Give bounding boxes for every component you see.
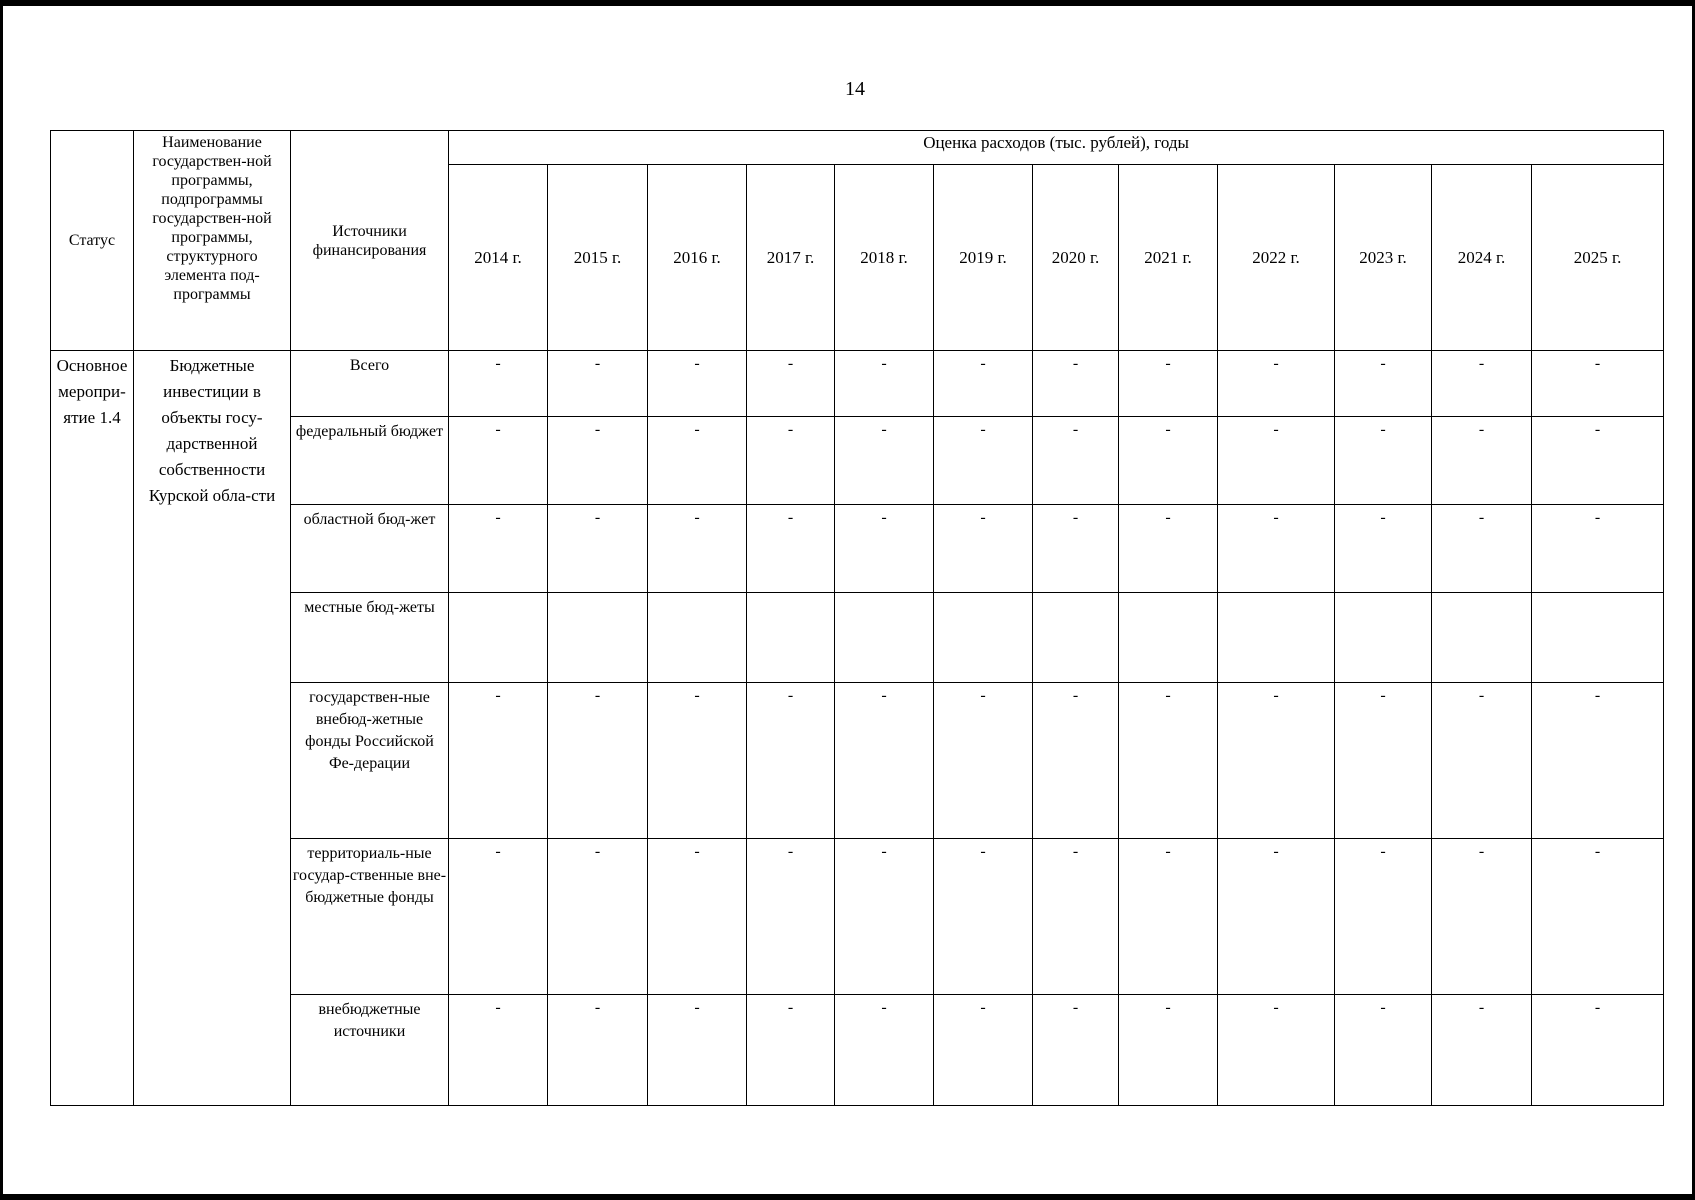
table-row: [51, 995, 1664, 1106]
value-cell: [548, 593, 648, 683]
value-cell: -: [449, 351, 548, 417]
value-cell: [1119, 593, 1218, 683]
value-cell: -: [548, 417, 648, 505]
value-cell: -: [1218, 683, 1335, 839]
value-cell: -: [1432, 683, 1532, 839]
value-cell: -: [1335, 839, 1432, 995]
value-cell: [648, 593, 747, 683]
header-year: 2015 г.: [548, 165, 648, 351]
value-cell: -: [1119, 839, 1218, 995]
value-cell: -: [934, 683, 1033, 839]
budget-table: [50, 130, 1664, 1106]
funding-source-cell: территориаль-ные государ-ственные вне-бюджетные фонды: [291, 839, 449, 995]
table-row: [51, 505, 1664, 593]
header-year: 2025 г.: [1532, 165, 1664, 351]
value-cell: -: [1119, 505, 1218, 593]
value-cell: -: [449, 839, 548, 995]
funding-source-cell: федеральный бюджет: [291, 417, 449, 505]
value-cell: -: [1033, 995, 1119, 1106]
value-cell: -: [934, 417, 1033, 505]
header-year: 2024 г.: [1432, 165, 1532, 351]
value-cell: -: [1432, 351, 1532, 417]
header-program-name: Наименование государствен-ной программы, подпрограммы государствен-ной программы, структурного элемента под-программы: [134, 131, 291, 351]
value-cell: -: [1119, 995, 1218, 1106]
value-cell: -: [648, 683, 747, 839]
value-cell: -: [835, 995, 934, 1106]
value-cell: -: [835, 839, 934, 995]
value-cell: -: [1532, 683, 1664, 839]
value-cell: -: [1119, 683, 1218, 839]
value-cell: [1532, 593, 1664, 683]
value-cell: -: [648, 351, 747, 417]
value-cell: -: [548, 351, 648, 417]
value-cell: -: [747, 683, 835, 839]
value-cell: -: [747, 839, 835, 995]
header-expense-estimate: Оценка расходов (тыс. рублей), годы: [449, 131, 1664, 165]
value-cell: -: [1033, 505, 1119, 593]
status-cell: Основное меропри-ятие 1.4: [51, 351, 134, 1106]
value-cell: -: [1218, 505, 1335, 593]
value-cell: -: [747, 417, 835, 505]
value-cell: -: [1532, 505, 1664, 593]
header-year: 2014 г.: [449, 165, 548, 351]
value-cell: -: [934, 995, 1033, 1106]
scan-border-bottom: [0, 1194, 1695, 1200]
table-row: [51, 417, 1664, 505]
value-cell: -: [1033, 683, 1119, 839]
value-cell: -: [1218, 417, 1335, 505]
value-cell: -: [548, 683, 648, 839]
value-cell: -: [1033, 351, 1119, 417]
page-number: 14: [845, 78, 865, 100]
value-cell: -: [747, 351, 835, 417]
value-cell: -: [1218, 995, 1335, 1106]
value-cell: -: [835, 351, 934, 417]
value-cell: -: [1532, 351, 1664, 417]
value-cell: -: [835, 683, 934, 839]
header-year: 2020 г.: [1033, 165, 1119, 351]
header-year: 2019 г.: [934, 165, 1033, 351]
value-cell: -: [1532, 417, 1664, 505]
value-cell: -: [648, 839, 747, 995]
table-body: [51, 351, 1664, 1106]
value-cell: [1033, 593, 1119, 683]
funding-source-cell: государствен-ные внебюд-жетные фонды Российской Фе-дерации: [291, 683, 449, 839]
value-cell: [835, 593, 934, 683]
header-status: Статус: [51, 131, 134, 351]
value-cell: -: [1432, 417, 1532, 505]
value-cell: -: [1532, 995, 1664, 1106]
value-cell: -: [1218, 351, 1335, 417]
header-year: 2021 г.: [1119, 165, 1218, 351]
value-cell: -: [1119, 351, 1218, 417]
value-cell: -: [1432, 505, 1532, 593]
value-cell: -: [449, 417, 548, 505]
value-cell: -: [449, 995, 548, 1106]
value-cell: [1335, 593, 1432, 683]
header-year: 2016 г.: [648, 165, 747, 351]
value-cell: -: [648, 995, 747, 1106]
table-row: [51, 593, 1664, 683]
value-cell: -: [1033, 839, 1119, 995]
header-year: 2017 г.: [747, 165, 835, 351]
program-name-cell: Бюджетные инвестиции в объекты госу-дарственной собственности Курской обла-сти: [134, 351, 291, 1106]
value-cell: -: [1119, 417, 1218, 505]
value-cell: -: [1335, 351, 1432, 417]
value-cell: -: [449, 505, 548, 593]
value-cell: -: [449, 683, 548, 839]
value-cell: -: [934, 839, 1033, 995]
header-year: 2023 г.: [1335, 165, 1432, 351]
table-row: [51, 839, 1664, 995]
value-cell: -: [1335, 683, 1432, 839]
value-cell: -: [934, 351, 1033, 417]
value-cell: -: [1033, 417, 1119, 505]
funding-source-cell: внебюджетные источники: [291, 995, 449, 1106]
value-cell: -: [835, 417, 934, 505]
header-year: 2018 г.: [835, 165, 934, 351]
value-cell: -: [648, 505, 747, 593]
value-cell: -: [1335, 417, 1432, 505]
scan-border-top: [0, 0, 1695, 6]
value-cell: -: [548, 839, 648, 995]
scan-border-left: [0, 0, 3, 1200]
value-cell: -: [648, 417, 747, 505]
table-row: [51, 683, 1664, 839]
value-cell: [934, 593, 1033, 683]
value-cell: -: [548, 505, 648, 593]
value-cell: [1432, 593, 1532, 683]
funding-source-cell: областной бюд-жет: [291, 505, 449, 593]
value-cell: [449, 593, 548, 683]
value-cell: -: [934, 505, 1033, 593]
value-cell: -: [747, 995, 835, 1106]
header-funding-sources: Источники финансирования: [291, 131, 449, 351]
value-cell: -: [1218, 839, 1335, 995]
value-cell: -: [835, 505, 934, 593]
header-row-top: [51, 131, 1664, 165]
value-cell: -: [1432, 839, 1532, 995]
value-cell: [747, 593, 835, 683]
funding-source-cell: местные бюд-жеты: [291, 593, 449, 683]
header-year: 2022 г.: [1218, 165, 1335, 351]
value-cell: -: [1335, 505, 1432, 593]
table-row: [51, 351, 1664, 417]
value-cell: -: [1532, 839, 1664, 995]
value-cell: -: [1335, 995, 1432, 1106]
value-cell: -: [747, 505, 835, 593]
value-cell: -: [548, 995, 648, 1106]
value-cell: -: [1432, 995, 1532, 1106]
funding-source-cell: Всего: [291, 351, 449, 417]
value-cell: [1218, 593, 1335, 683]
